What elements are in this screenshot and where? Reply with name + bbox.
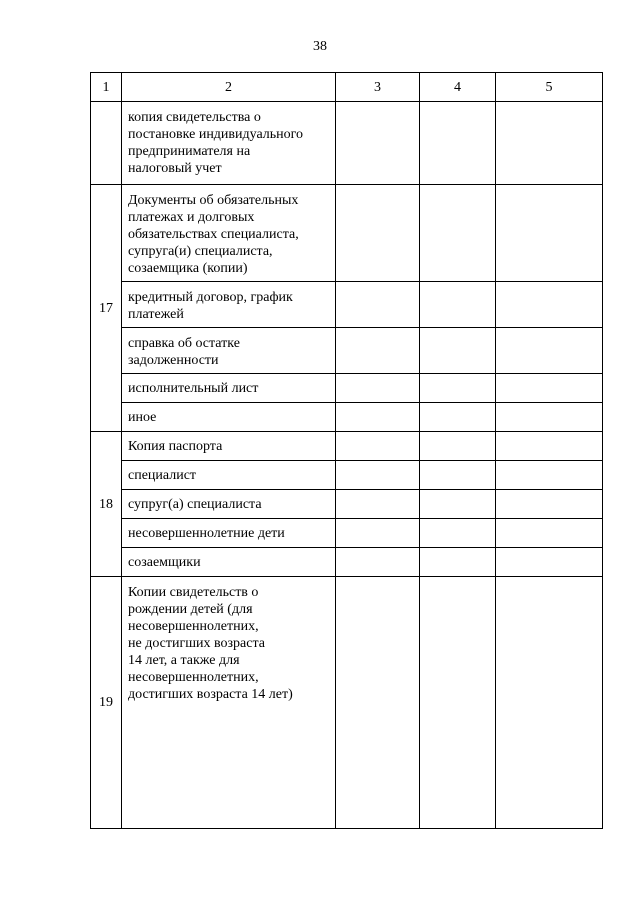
empty-cell xyxy=(420,403,496,432)
empty-cell xyxy=(496,461,603,490)
document-item-cell: исполнительный лист xyxy=(122,374,336,403)
empty-cell xyxy=(420,282,496,328)
empty-cell xyxy=(336,519,420,548)
document-item-cell: Копии свидетельств о рождении детей (для несовершеннолетних, не достигших возраста 14 лет, а также для несовершеннолетних, достигших возраста 14 лет) xyxy=(122,577,336,829)
column-header-3: 3 xyxy=(336,73,420,102)
table-row xyxy=(91,548,603,577)
table-row xyxy=(91,185,603,282)
column-header-1: 1 xyxy=(91,73,122,102)
empty-cell xyxy=(496,548,603,577)
empty-cell xyxy=(420,432,496,461)
document-item-cell: копия свидетельства о постановке индивидуального предпринимателя на налоговый учет xyxy=(122,102,336,185)
empty-cell xyxy=(420,490,496,519)
empty-cell xyxy=(496,374,603,403)
empty-cell xyxy=(420,577,496,829)
row-number-cell xyxy=(91,102,122,185)
row-number-cell: 18 xyxy=(91,432,122,577)
table-row xyxy=(91,403,603,432)
column-header-5: 5 xyxy=(496,73,603,102)
table-row xyxy=(91,282,603,328)
column-header-2: 2 xyxy=(122,73,336,102)
empty-cell xyxy=(336,102,420,185)
document-item-cell: Копия паспорта xyxy=(122,432,336,461)
empty-cell xyxy=(496,490,603,519)
empty-cell xyxy=(336,577,420,829)
document-item-cell: специалист xyxy=(122,461,336,490)
table-row xyxy=(91,432,603,461)
empty-cell xyxy=(336,461,420,490)
empty-cell xyxy=(336,282,420,328)
document-item-cell: супруг(а) специалиста xyxy=(122,490,336,519)
empty-cell xyxy=(496,282,603,328)
empty-cell xyxy=(496,403,603,432)
empty-cell xyxy=(496,519,603,548)
table-header-row xyxy=(91,73,603,102)
document-table xyxy=(90,72,603,829)
empty-cell xyxy=(420,185,496,282)
empty-cell xyxy=(496,432,603,461)
empty-cell xyxy=(336,328,420,374)
empty-cell xyxy=(336,374,420,403)
table-row xyxy=(91,490,603,519)
table-row xyxy=(91,461,603,490)
empty-cell xyxy=(336,490,420,519)
table-row xyxy=(91,102,603,185)
row-number-cell: 17 xyxy=(91,185,122,432)
page-number: 38 xyxy=(313,39,327,54)
table-row xyxy=(91,328,603,374)
empty-cell xyxy=(496,102,603,185)
empty-cell xyxy=(420,328,496,374)
empty-cell xyxy=(420,102,496,185)
empty-cell xyxy=(336,403,420,432)
column-header-4: 4 xyxy=(420,73,496,102)
empty-cell xyxy=(420,374,496,403)
row-number-cell: 19 xyxy=(91,577,122,829)
document-item-cell: несовершеннолетние дети xyxy=(122,519,336,548)
empty-cell xyxy=(496,185,603,282)
empty-cell xyxy=(420,461,496,490)
empty-cell xyxy=(336,548,420,577)
table-row xyxy=(91,519,603,548)
empty-cell xyxy=(496,577,603,829)
table-row xyxy=(91,577,603,829)
empty-cell xyxy=(336,432,420,461)
document-item-cell: иное xyxy=(122,403,336,432)
empty-cell xyxy=(496,328,603,374)
document-item-cell: Документы об обязательных платежах и долговых обязательствах специалиста, супруга(и) специалиста, созаемщика (копии) xyxy=(122,185,336,282)
document-item-cell: справка об остатке задолженности xyxy=(122,328,336,374)
document-item-cell: созаемщики xyxy=(122,548,336,577)
document-item-cell: кредитный договор, график платежей xyxy=(122,282,336,328)
empty-cell xyxy=(336,185,420,282)
empty-cell xyxy=(420,548,496,577)
empty-cell xyxy=(420,519,496,548)
table-row xyxy=(91,374,603,403)
